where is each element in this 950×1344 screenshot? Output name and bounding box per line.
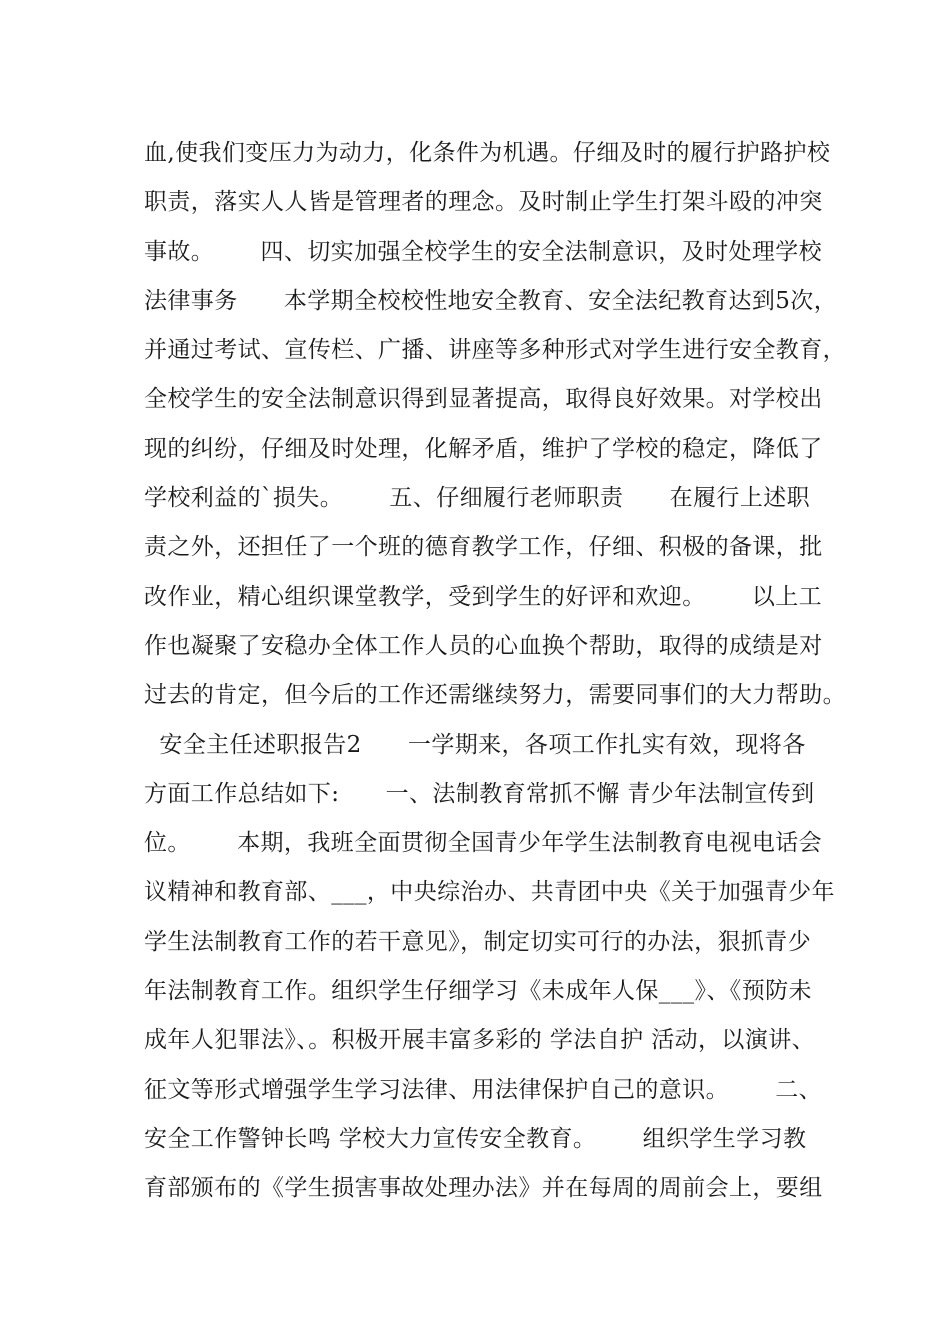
text-line: 议精神和教育部、___，中央综治办、共青团中央《关于加强青少年 bbox=[144, 879, 835, 906]
text-line: 过去的肯定，但今后的工作还需继续努力，需要同事们的大力帮助。 bbox=[144, 682, 846, 709]
text-line: 事故。 四、切实加强全校学生的安全法制意识，及时处理学校 bbox=[144, 238, 823, 265]
text-line: 血,使我们变压力为动力，化条件为机遇。仔细及时的履行护路护校 bbox=[144, 140, 831, 166]
text-line: 并通过考试、宣传栏、广播、讲座等多种形式对学生进行安全教育， bbox=[144, 337, 846, 364]
text-line: 学校利益的`损失。 五、仔细履行老师职责 在履行上述职 bbox=[144, 485, 811, 512]
text-line: 安全工作警钟长鸣 学校大力宣传安全教育。 组织学生学习教 bbox=[144, 1125, 807, 1152]
text-line: 育部颁布的《学生损害事故处理办法》并在每周的周前会上，要组 bbox=[144, 1175, 823, 1202]
text-line: 方面工作总结如下: 一、法制教育常抓不懈 青少年法制宣传到 bbox=[144, 780, 815, 807]
text-line: 作也凝聚了安稳办全体工作人员的心血换个帮助，取得的成绩是对 bbox=[144, 632, 823, 659]
text-line: 责之外，还担任了一个班的德育教学工作，仔细、积极的备课，批 bbox=[144, 534, 823, 561]
text-line: 改作业，精心组织课堂教学，受到学生的好评和欢迎。 以上工 bbox=[144, 583, 823, 610]
text-line: 法律事务 本学期全校校性地安全教育、安全法纪教育达到5次， bbox=[144, 287, 838, 314]
text-line: 年法制教育工作。组织学生仔细学习《未成年人保___》、《预防未 bbox=[144, 978, 812, 1005]
document-body bbox=[144, 129, 846, 1214]
text-line: 征文等形式增强学生学习法律、用法律保护自己的意识。 二、 bbox=[144, 1076, 823, 1103]
section-heading-line: 安全主任述职报告2 一学期来，各项工作扎实有效，现将各 bbox=[144, 731, 806, 758]
text-line: 成年人犯罪法》、。积极开展丰富多彩的 学法自护 活动，以演讲、 bbox=[144, 1027, 816, 1054]
text-line: 职责，落实人人皆是管理者的理念。及时制止学生打架斗殴的冲突 bbox=[144, 189, 823, 216]
text-line: 位。 本期，我班全面贯彻全国青少年学生法制教育电视电话会 bbox=[144, 830, 823, 857]
text-line: 全校学生的安全法制意识得到显著提高，取得良好效果。对学校出 bbox=[144, 386, 823, 413]
text-line: 学生法制教育工作的若干意见》，制定切实可行的办法，狠抓青少 bbox=[144, 928, 812, 955]
text-line: 现的纠纷，仔细及时处理，化解矛盾，维护了学校的稳定，降低了 bbox=[144, 435, 823, 462]
